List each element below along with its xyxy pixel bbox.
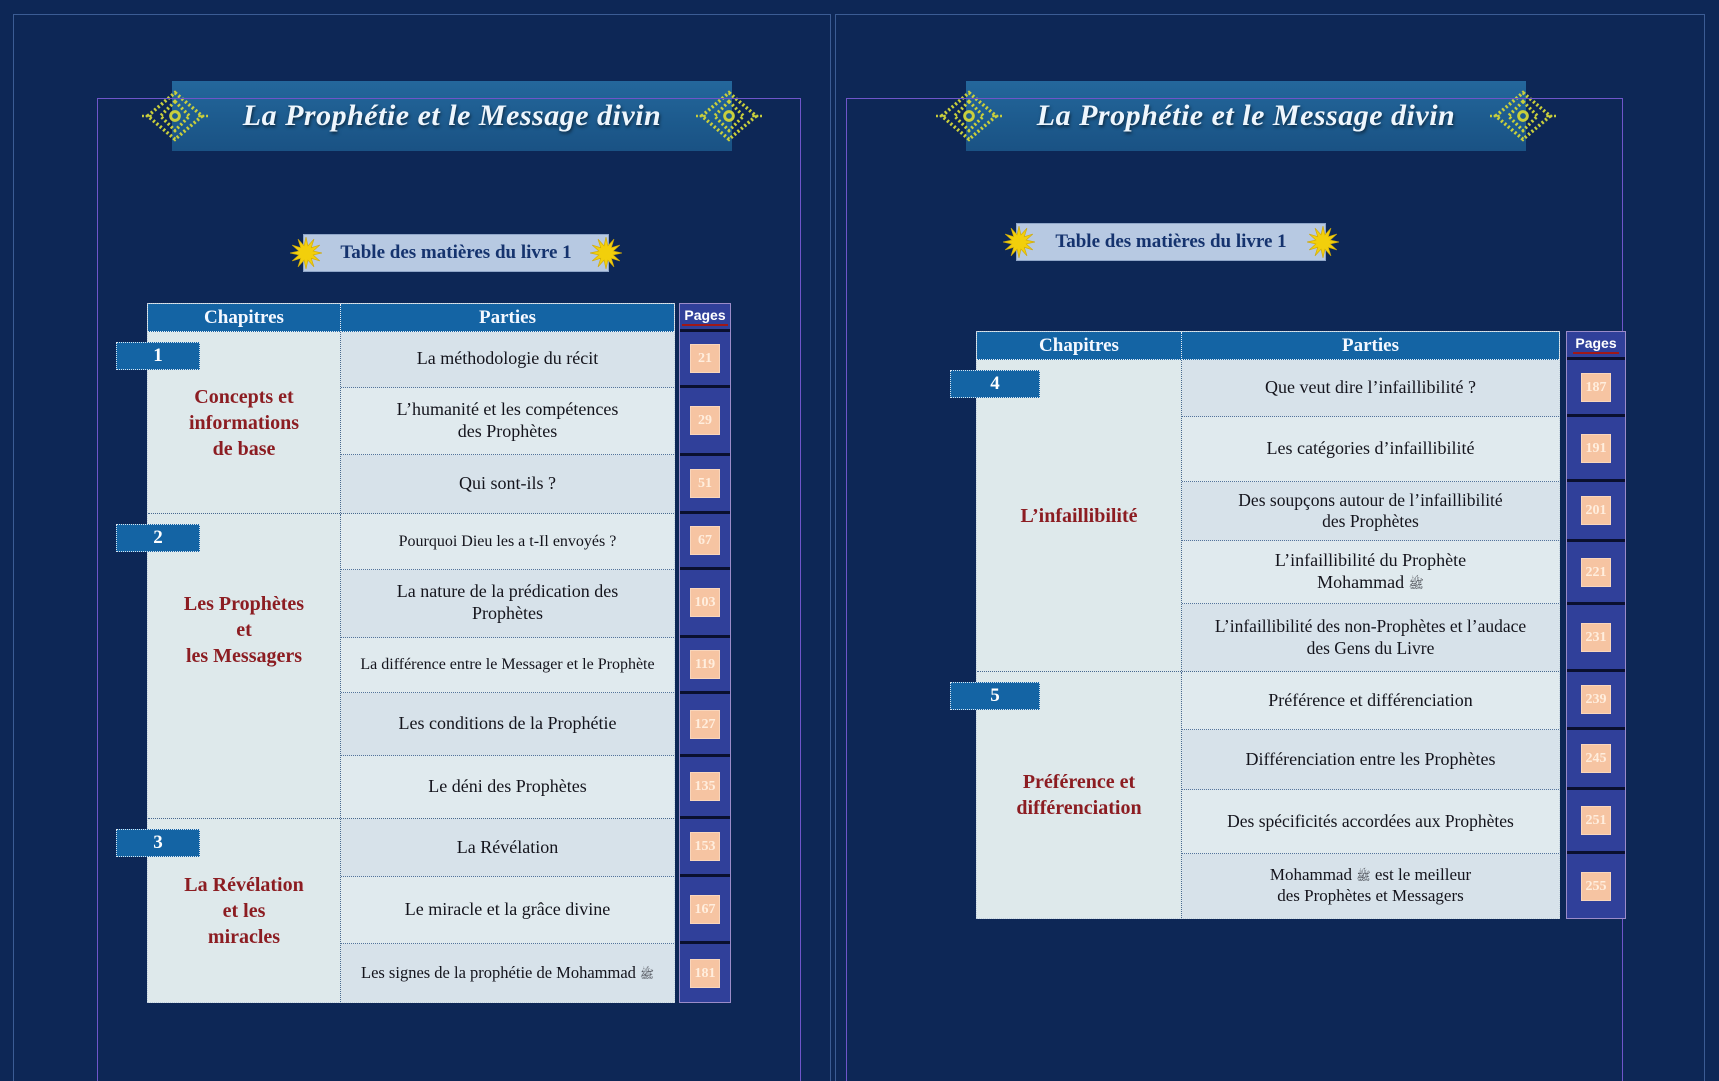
page-number-cell [680,388,730,456]
part-title: Différenciation entre les Prophètes [1245,748,1496,769]
page-number-cell [1567,417,1625,482]
part-title: La nature de la prédication des [396,581,619,602]
page-number: 119 [690,650,720,679]
part-title: La méthodologie du récit [416,348,599,369]
page-number: 67 [690,526,720,555]
part-title: Les catégories d’infaillibilité [1266,437,1475,458]
parts-column [341,819,674,1002]
page-number-cell [680,877,730,944]
page-number-cell [1567,672,1625,730]
chapter-number-tab: 3 [116,829,200,857]
part-title: L’humanité et les compétences [396,399,619,420]
page-number-cell [1567,790,1625,854]
part-row [1182,672,1559,730]
parts-column [1182,672,1559,918]
page-number-cell [680,332,730,388]
column-header-chapters: Chapitres [148,304,341,332]
slide-page-left [13,14,831,1081]
sun-icon [1307,226,1339,258]
page-number-cell [680,570,730,638]
page-number: 245 [1581,744,1611,773]
chapter-section [977,360,1559,672]
page-number: 251 [1581,806,1611,835]
page-title: La Prophétie et le Message divin [242,99,662,132]
chapter-number-tab: 2 [116,524,200,552]
part-title: Des soupçons autour de l’infaillibilité [1238,489,1503,510]
sun-icon [1003,226,1035,258]
part-row [341,332,674,388]
part-row [341,514,674,570]
chapter-cell [977,672,1182,918]
part-title: Qui sont-ils ? [459,473,556,494]
pages-header-label: Pages [682,307,727,326]
part-title: Prophètes [472,603,543,624]
chapter-number-tab: 4 [950,370,1040,398]
part-title: Des spécificités accordées aux Prophètes [1227,810,1514,831]
chapter-title: Concepts et informations de base [189,385,299,460]
page-number-cell [680,638,730,694]
toc-heading-label: Table des matières du livre 1 [1055,231,1287,252]
column-header-pages [680,304,730,332]
chapter-cell [148,514,341,818]
part-row [341,570,674,638]
sun-icon [290,237,322,269]
part-row [1182,790,1559,854]
page-number: 221 [1581,558,1611,587]
page-number: 239 [1581,685,1611,714]
toc-heading [303,234,609,272]
page-number-cell [680,819,730,877]
part-title: Le miracle et la grâce divine [404,899,611,920]
parts-column [1182,360,1559,671]
page-number: 191 [1581,434,1611,463]
slide-page-right [835,14,1705,1081]
part-title: Mohammad ﷺ [1317,572,1424,593]
sun-icon [590,237,622,269]
part-title: Que veut dire l’infaillibilité ? [1265,376,1476,397]
part-row [341,944,674,1002]
honorific-mark: ﷺ [640,968,654,981]
page-number: 255 [1581,872,1611,901]
part-title: des Gens du Livre [1306,637,1435,658]
page-number: 103 [690,588,720,617]
chapter-cell [148,819,341,1002]
column-header-parties: Parties [341,304,674,332]
page-number: 135 [690,772,720,801]
chapter-title: L’infaillibilité [1020,504,1138,527]
part-title: Mohammad ﷺ est le meilleur [1269,865,1472,885]
toc-table [147,303,675,1003]
toc-table-body [148,332,674,1002]
page-number-cell [680,456,730,514]
chapter-section [148,332,674,514]
part-title: La différence entre le Messager et le Prophète [360,656,655,674]
part-row [341,819,674,877]
page-number-cell [1567,360,1625,417]
page-number-cell [1567,542,1625,605]
part-row [341,455,674,513]
page-number: 181 [690,959,720,988]
page-number: 127 [690,710,720,739]
honorific-mark: ﷺ [1408,577,1424,592]
chapter-number-tab: 1 [116,342,200,370]
column-header-chapters: Chapitres [977,332,1182,360]
page-title: La Prophétie et le Message divin [1036,99,1456,132]
page-number-cell [680,694,730,757]
page-number-cell [680,757,730,819]
page-number: 29 [690,406,720,435]
column-header-parties: Parties [1182,332,1559,360]
page-number-cell [1567,854,1625,918]
page-number: 201 [1581,496,1611,525]
page-number: 51 [690,469,720,498]
chapter-title: Les Prophètes et les Messagers [183,592,305,667]
chapter-section [977,672,1559,918]
page-number: 167 [690,895,720,924]
part-row [1182,730,1559,790]
part-row [1182,417,1559,482]
page-number-cell [680,944,730,1002]
pages-column [1566,331,1626,919]
part-title: La Révélation [456,836,559,857]
toc-heading [1016,223,1326,261]
column-header-pages [1567,332,1625,360]
parts-column [341,514,674,818]
part-row [341,756,674,818]
chapter-cell [977,360,1182,671]
chapter-number-tab: 5 [950,682,1040,710]
part-row [341,388,674,456]
toc-table-body [977,360,1559,918]
parts-column [341,332,674,513]
chapter-title: La Révélation et les miracles [184,873,304,948]
part-row [341,638,674,694]
pages-header-label: Pages [1573,335,1618,354]
toc-table-header [148,304,674,332]
page-number: 231 [1581,623,1611,652]
page-number-cell [1567,605,1625,672]
toc-table [976,331,1560,919]
part-title: des Prophètes [457,421,558,441]
toc-heading-label: Table des matières du livre 1 [340,242,572,263]
part-title: des Prophètes [1322,511,1419,532]
part-title: Pourquoi Dieu les a t-Il envoyés ? [398,532,617,550]
chapter-cell [148,332,341,513]
page-number: 187 [1581,373,1611,402]
part-title: L’infaillibilité du Prophète [1274,550,1467,571]
part-row [1182,604,1559,671]
page-number: 153 [690,832,720,861]
part-row [1182,482,1559,542]
part-row [1182,854,1559,918]
part-title: Le déni des Prophètes [428,776,587,797]
honorific-mark: ﷺ [1356,869,1371,884]
chapter-section [148,514,674,819]
page-number-cell [680,514,730,570]
chapter-title: Préférence et différenciation [1016,771,1142,819]
page-number: 21 [690,344,720,373]
part-row [341,877,674,944]
part-title: L’infaillibilité des non-Prophètes et l’audace [1214,616,1527,637]
chapter-section [148,819,674,1002]
part-title: Les conditions de la Prophétie [398,713,617,734]
part-row [1182,541,1559,604]
part-row [1182,360,1559,417]
part-title: Les signes de la prophétie de Mohammad ﷺ [360,962,654,982]
part-title: Préférence et différenciation [1268,689,1473,710]
toc-table-header [977,332,1559,360]
part-title: des Prophètes et Messagers [1277,886,1464,905]
pages-column [679,303,731,1003]
part-row [341,693,674,756]
page-number-cell [1567,730,1625,790]
page-number-cell [1567,482,1625,542]
